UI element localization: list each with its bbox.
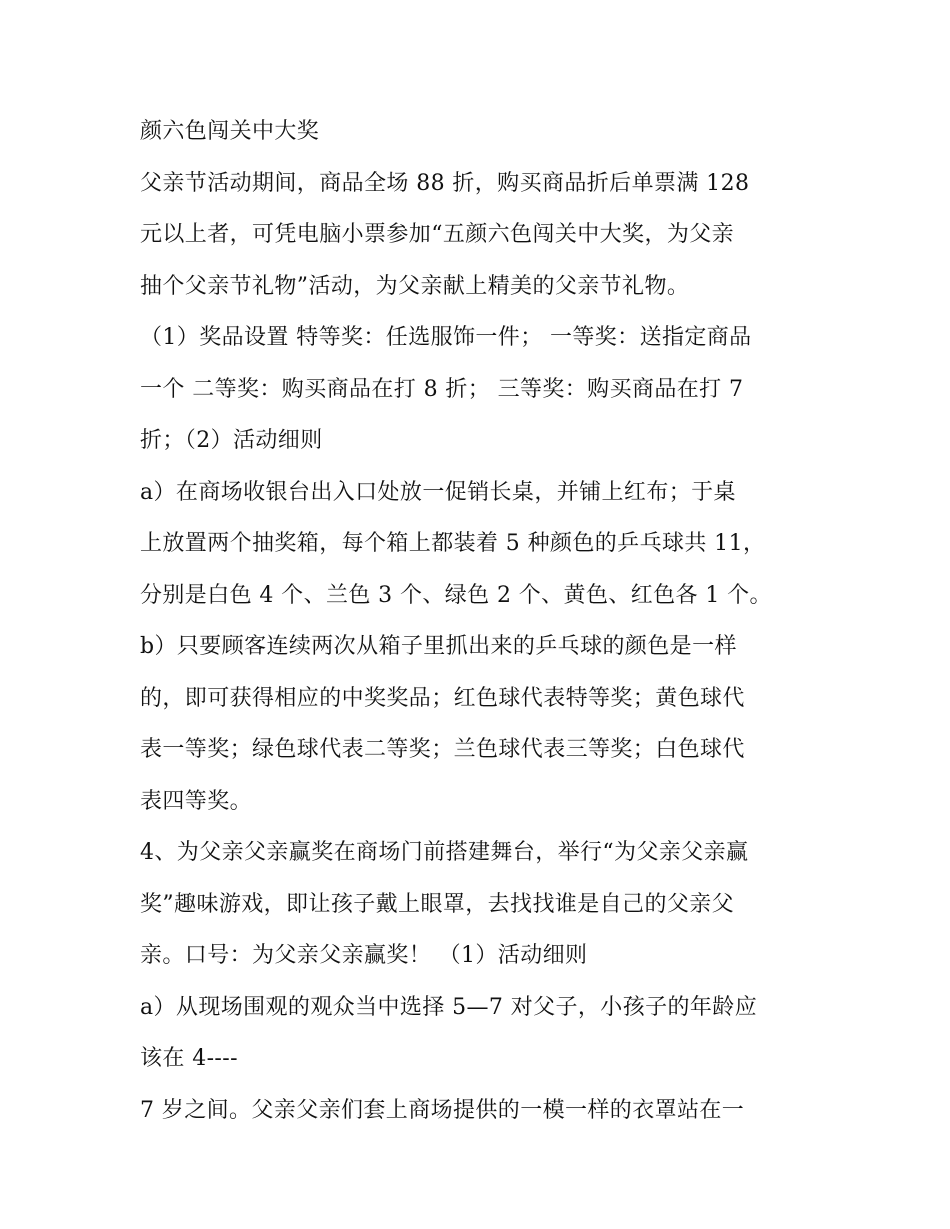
paragraph-line: 上放置两个抽奖箱，每个箱上都装着 5 种颜色的乒乓球共 11， [140, 531, 766, 556]
paragraph-line: 亲。口号：为父亲父亲赢奖！ （1）活动细则 [140, 943, 588, 968]
paragraph-line: 该在 4---- [140, 1046, 238, 1071]
paragraph-line: 父亲节活动期间，商品全场 88 折，购买商品折后单票满 128 [140, 170, 750, 196]
paragraph-line: 元以上者，可凭电脑小票参加“五颜六色闯关中大奖，为父亲 [140, 222, 735, 247]
paragraph-line: 分别是白色 4 个、兰色 3 个、绿色 2 个、黄色、红色各 1 个。 [140, 582, 772, 608]
document-body [140, 106, 820, 1136]
paragraph-line: 一个 二等奖：购买商品在打 8 折； 三等奖：购买商品在打 7 [140, 376, 744, 402]
paragraph-line: a）在商场收银台出入口处放一促销长桌，并铺上红布；于桌 [140, 479, 736, 505]
paragraph-line: 4、为父亲父亲赢奖在商场门前搭建舞台，举行“为父亲父亲赢 [140, 840, 749, 865]
paragraph-line: （1）奖品设置 特等奖：任选服饰一件； 一等奖：送指定商品 [140, 325, 752, 350]
paragraph-line: 的，即可获得相应的中奖奖品；红色球代表特等奖；黄色球代 [140, 685, 745, 711]
paragraph-line: 表四等奖。 [140, 788, 253, 814]
paragraph-line: 表一等奖；绿色球代表二等奖；兰色球代表三等奖；白色球代 [140, 737, 745, 762]
paragraph-line: a）从现场围观的观众当中选择 5—7 对父子，小孩子的年龄应 [140, 994, 758, 1020]
paragraph-line: 颜六色闯关中大奖 [140, 119, 320, 144]
paragraph-line: b）只要顾客连续两次从箱子里抓出来的乒乓球的颜色是一样 [140, 634, 737, 659]
paragraph-line: 奖”趣味游戏，即让孩子戴上眼罩，去找找谁是自己的父亲父 [140, 891, 735, 917]
paragraph-line: 7 岁之间。父亲父亲们套上商场提供的一模一样的衣罩站在一 [140, 1097, 745, 1123]
paragraph-line: 折；（2）活动细则 [140, 428, 323, 453]
paragraph-line: 抽个父亲节礼物”活动，为父亲献上精美的父亲节礼物。 [140, 273, 690, 299]
